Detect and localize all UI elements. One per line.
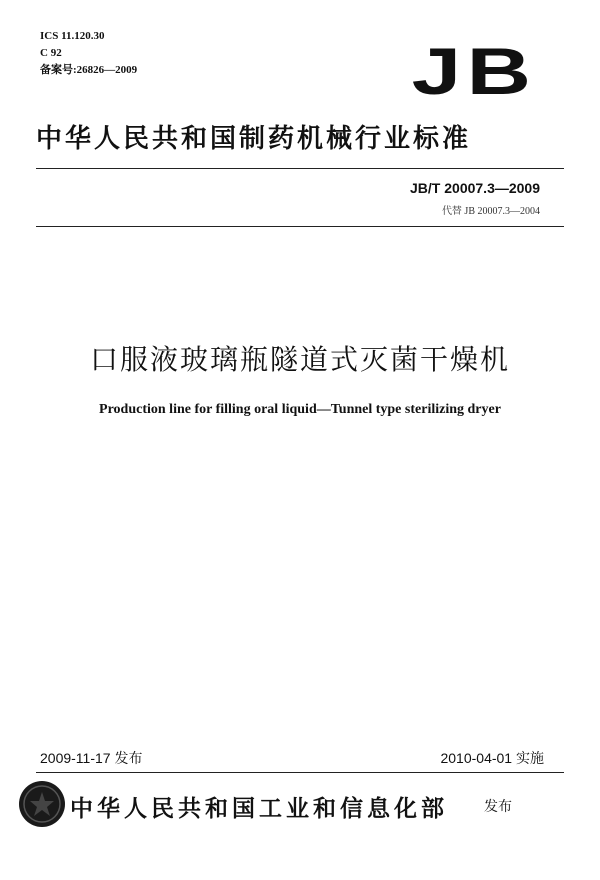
national-emblem-seal [18,780,66,828]
top-divider [36,168,564,169]
replaces-standard: 代替 JB 20007.3—2004 [441,206,540,217]
chinese-title: 口服液玻璃瓶隧道式灭菌干燥机 [89,343,510,376]
issue-date: 2009-11-17 发布 [40,750,143,766]
ccs-code: C 92 [40,47,62,59]
classification-block [40,28,137,79]
publish-label: 发布 [484,799,512,815]
ics-code: ICS 11.120.30 [40,30,105,42]
industry-standard-title: 中华人民共和国制药机械行业标准 [36,124,472,154]
implementation-date: 2010-04-01 实施 [440,750,544,766]
english-title: Production line for filling oral liquid—Tunnel type sterilizing dryer [99,402,501,417]
jb-logo: JB [411,34,536,108]
standard-number: JB/T 20007.3—2009 [410,180,540,196]
middle-divider [36,226,564,227]
record-number: 备案号:26826—2009 [40,64,138,76]
issuing-authority: 中华人民共和国工业和信息化部 [70,796,448,822]
bottom-divider [36,772,564,773]
